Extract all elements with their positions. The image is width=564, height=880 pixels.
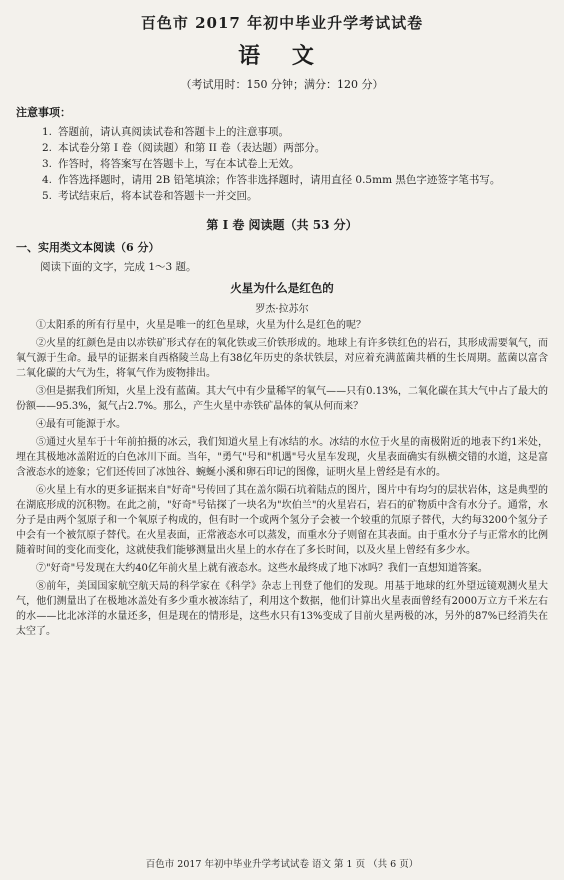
article-paragraph: ⑥火星上有水的更多证据来自"好奇"号传回了其在盖尔陨石坑着陆点的图片，图片中有均匀的层状岩体，这是典型的在湖底形成的沉积物。在此之前，"好奇"号钻探了一块名为"坎伯兰"的火星岩石，岩石的矿物质中含有水分子。通常，水分子是由两个氢原子和一个氧原子构成的，但有时一个或两个氢分子会被一个较重的氘原子替代，大约每3200个氢分子中会有一个被氘原子替代。在火星表面，正常液态水可以蒸发，而重水分子则留在其表面。由于重水分子与正常水的比例随着时间的变化而变化，这就使我们能够测量出火星上的水存在了多长时间，以及火星上曾经有多少水。 xyxy=(16,485,548,556)
subject-title: 语 文 xyxy=(238,43,326,69)
reading-instruction: 阅读下面的文字，完成 1～3 题。 xyxy=(40,261,197,273)
notice-item-num: 2. xyxy=(42,142,53,154)
notice-item-text: 考试结束后，将本试卷和答题卡一并交回。 xyxy=(58,190,258,202)
article-title: 火星为什么是红色的 xyxy=(230,281,334,295)
exam-title: 百色市 2017 年初中毕业升学考试试卷 xyxy=(140,14,424,32)
article-paragraph: ④最有可能源于水。 xyxy=(36,419,126,430)
notice-item xyxy=(42,124,548,140)
notice-item xyxy=(42,156,548,172)
article-paragraph: ⑧前年，美国国家航空航天局的科学家在《科学》杂志上刊登了他们的发现。用基于地球的红外望远镜观测火星大气，他们测量出了在极地冰盖处有多少重水被冻结了，利用这个数据，他们计算出火星表面曾经有2000万立方千米左右的水——比北冰洋的水量还多，但是现在的情形是，这些水只有13%变成了目前火星两极的冰，另外的87%已经消失在太空了。 xyxy=(16,581,548,637)
notice-item-text: 答题前，请认真阅读试卷和答题卡上的注意事项。 xyxy=(58,126,289,138)
article-paragraph: ②火星的红颜色是由以赤铁矿形式存在的氧化铁或三价铁形成的。地球上有许多铁红色的岩石，其形成需要氧气，而氧气源于生命。最早的证据来自西格陵兰岛上有38亿年历史的条状铁层，对应着充满蓝菌共栖的生长周期。蓝菌以富含二氧化碳的大气为生，将氧气作为废物排出。 xyxy=(16,338,548,379)
article-paragraph: ⑦"好奇"号发现在大约40亿年前火星上就有液态水。这些水最终成了地下冰吗？我们一直想知道答案。 xyxy=(36,563,488,574)
notice-item-num: 3. xyxy=(42,158,53,170)
page-footer: 百色市 2017 年初中毕业升学考试试卷 语文 第 1 页 （共 6 页） xyxy=(145,859,419,870)
notice-item xyxy=(42,140,548,156)
notice-item xyxy=(42,188,548,204)
notice-list xyxy=(42,124,548,204)
notice-item xyxy=(42,172,548,188)
article-paragraph: ⑤通过火星车于十年前拍摄的冰云，我们知道火星上有冰结的水。冰结的水位于火星的南极附近的地表下约1米处，埋在其极地冰盖附近的白色冰川下面。当年，"勇气"号和"机遇"号火星车发现，火星表面确实有纵横交错的水道，这是富含液态水的迹象；它们还传回了冰蚀谷、蜿蜒小溪和卵石印记的图像，证明火星上曾经是有水的。 xyxy=(16,437,548,478)
notice-item-text: 本试卷分第 I 卷（阅读题）和第 II 卷（表达题）两部分。 xyxy=(58,142,326,154)
notice-item-num: 4. xyxy=(42,174,53,186)
article-author: 罗杰·拉苏尔 xyxy=(255,304,309,315)
notice-item-text: 作答选择题时，请用 2B 铅笔填涂；作答非选择题时，请用直径 0.5mm 黑色字迹签字笔书写。 xyxy=(58,174,501,186)
article-paragraph: ①太阳系的所有行星中，火星是唯一的红色星球，火星为什么是红色的呢？ xyxy=(36,320,366,331)
article-paragraph: ③但是据我们所知，火星上没有蓝菌。其大气中有少量稀罕的氧气——只有0.13%，二氧化碳在其大气中占了最大的份额——95.3%，氮气占2.7%。那么，产生火星中赤铁矿晶体的氧从何而来？ xyxy=(16,386,548,412)
exam-meta: （考试用时：150 分钟；满分：120 分） xyxy=(180,78,384,91)
notice-item-num: 1. xyxy=(42,126,53,138)
part-heading: 一、实用类文本阅读（6 分） xyxy=(16,241,160,254)
notice-item-text: 作答时，将答案写在答题卡上，写在本试卷上无效。 xyxy=(58,158,300,170)
notice-heading: 注意事项： xyxy=(16,106,71,119)
section-title: 第 I 卷 阅读题（共 53 分） xyxy=(206,218,358,232)
notice-item-num: 5. xyxy=(42,190,53,202)
